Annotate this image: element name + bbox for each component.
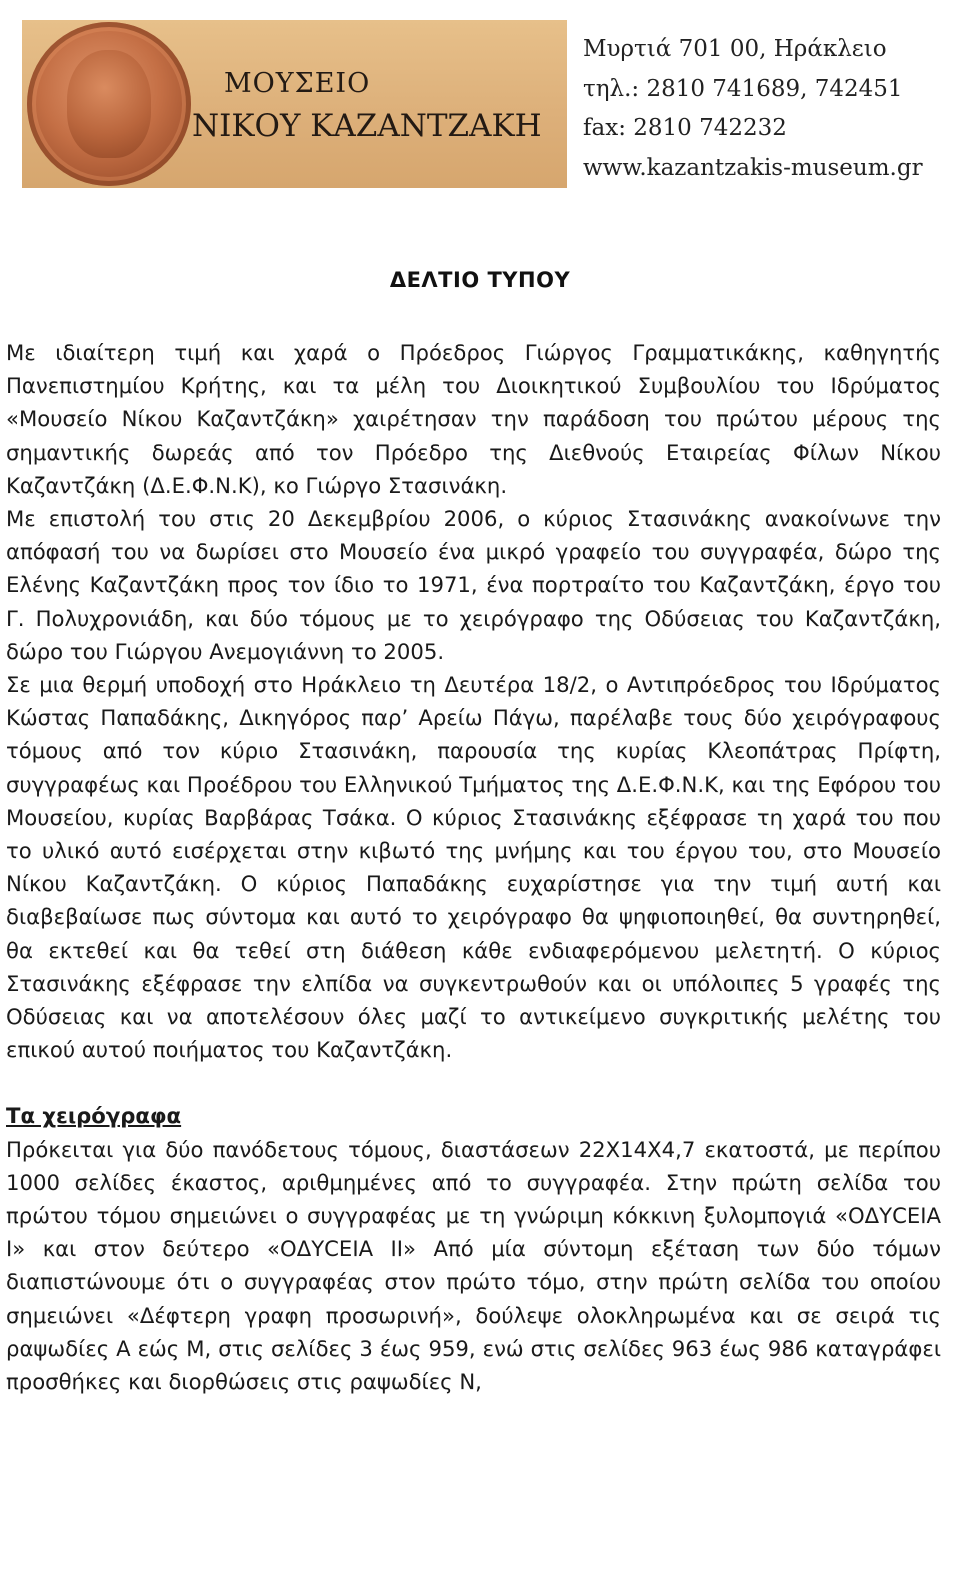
fax-line: fax: 2810 742232: [583, 115, 787, 141]
museum-name: ΝΙΚΟΥ ΚΑΖΑΝΤΖΑΚΗ: [192, 108, 542, 144]
section-heading-manuscripts: Τα χειρόγραφα: [6, 1103, 182, 1129]
paragraph-letter: Με επιστολή του στις 20 Δεκεμβρίου 2006, ο κύριος Στασινάκης ανακοίνωνε την απόφασή του να δωρίσει στο Μουσείο ένα μικρό γραφείο του συγγραφέα, δώρο της Ελένης Καζαντζάκη προς τον ίδιο το 1971, ένα πορτραίτο του Καζαντζάκη, έργο του Γ. Πολυχρονιάδη, και δύο τόμους με το χειρόγραφο της Οδύσειας του Καζαντζάκη, δώρο του Γιώργου Ανεμογιάννη το 2005.: [6, 506, 941, 664]
portrait-medal-logo: [27, 22, 191, 186]
phone-line: τηλ.: 2810 741689, 742451: [583, 75, 903, 102]
letterhead-banner: [22, 20, 567, 188]
contact-block: [583, 30, 943, 188]
museum-label: ΜΟΥΣΕΙΟ: [224, 68, 371, 99]
paragraph-spacer: [6, 1066, 941, 1099]
website-line: www.kazantzakis-museum.gr: [583, 154, 923, 181]
address-line: Μυρτιά 701 00, Ηράκλειο: [583, 36, 887, 62]
paragraph-intro: Με ιδιαίτερη τιμή και χαρά ο Πρόεδρος Γιώργος Γραμματικάκης, καθηγητής Πανεπιστημίου Κρήτης, και τα μέλη του Διοικητικού Συμβουλίου του Ιδρύματος «Μουσείο Νίκου Καζαντζάκη» χαιρέτησαν την παράδοση του πρώτου μέρους της σημαντικής δωρεάς από τον Πρόεδρο της Διεθνούς Εταιρείας Φίλων Νίκου Καζαντζάκη (Δ.Ε.Φ.Ν.Κ), κο Γιώργο Στασινάκη.: [6, 340, 941, 498]
portrait-face-image: [67, 50, 151, 158]
paragraph-manuscripts: Πρόκειται για δύο πανόδετους τόμους, διαστάσεων 22Χ14Χ4,7 εκατοστά, με περίπου 1000 σελίδες έκαστος, αριθμημένες από το συγγραφέα. Στην πρώτη σελίδα του πρώτου τόμου σημειώνει ο συγγραφέας με τη γνώριμη κόκκινη ξυλομπογιά «ΟΔΥCΕΙΑ Ι» και στον δεύτερο «ΟΔΥCΕΙΑ ΙΙ» Από μία σύντομη εξέταση των δύο τόμων διαπιστώνουμε ότι ο συγγραφέας στον πρώτο τόμο, στην πρώτη σελίδα του οποίου σημειώνει «Δέφτερη γραφη προσωρινή», δούλεψε ολοκληρωμένα και σε σειρά τις ραψωδίες Α εώς Μ, στις σελίδες 3 έως 959, ενώ στις σελίδες 963 έως 986 καταγράφει προσθήκες και διορθώσεις στις ραψωδίες Ν,: [6, 1136, 941, 1395]
document-body: [6, 336, 941, 1398]
paragraph-reception: Σε μια θερμή υποδοχή στο Ηράκλειο τη Δευτέρα 18/2, ο Αντιπρόεδρος του Ιδρύματος Κώστας Παπαδάκης, Δικηγόρος παρ’ Αρείω Πάγω, παρέλαβε τους δύο χειρόγραφους τόμους από τον κύριο Στασινάκη, παρουσία της κυρίας Κλεοπάτρας Πρίφτη, συγγραφέως και Προέδρου του Ελληνικού Τμήματος της Δ.Ε.Φ.Ν.Κ, και της Εφόρου του Μουσείου, κυρίας Βαρβάρας Τσάκα. Ο κύριος Στασινάκης εξέφρασε τη χαρά του που το υλικό αυτό εισέρχεται στην κιβωτό της μνήμης και του έργου του, στο Μουσείο Νίκου Καζαντζάκη. Ο κύριος Παπαδάκης ευχαρίστησε για την τιμή αυτή και διαβεβαίωσε πως σύντομα και αυτό το χειρόγραφο θα ψηφιοποιηθεί, θα συντηρηθεί, θα εκτεθεί και θα τεθεί στη διάθεση κάθε ενδιαφερόμενου μελετητή. Ο κύριος Στασινάκης εξέφρασε την ελπίδα να συγκεντρωθούν και οι υπόλοιπες 5 γραφές της Οδύσειας και να αποτελέσουν όλες μαζί το αντικείμενο συγκριτικής μελέτης του επικού αυτού ποιήματος του Καζαντζάκη.: [6, 672, 941, 1063]
document-title: ΔΕΛΤΙΟ ΤΥΠΟΥ: [389, 268, 571, 292]
